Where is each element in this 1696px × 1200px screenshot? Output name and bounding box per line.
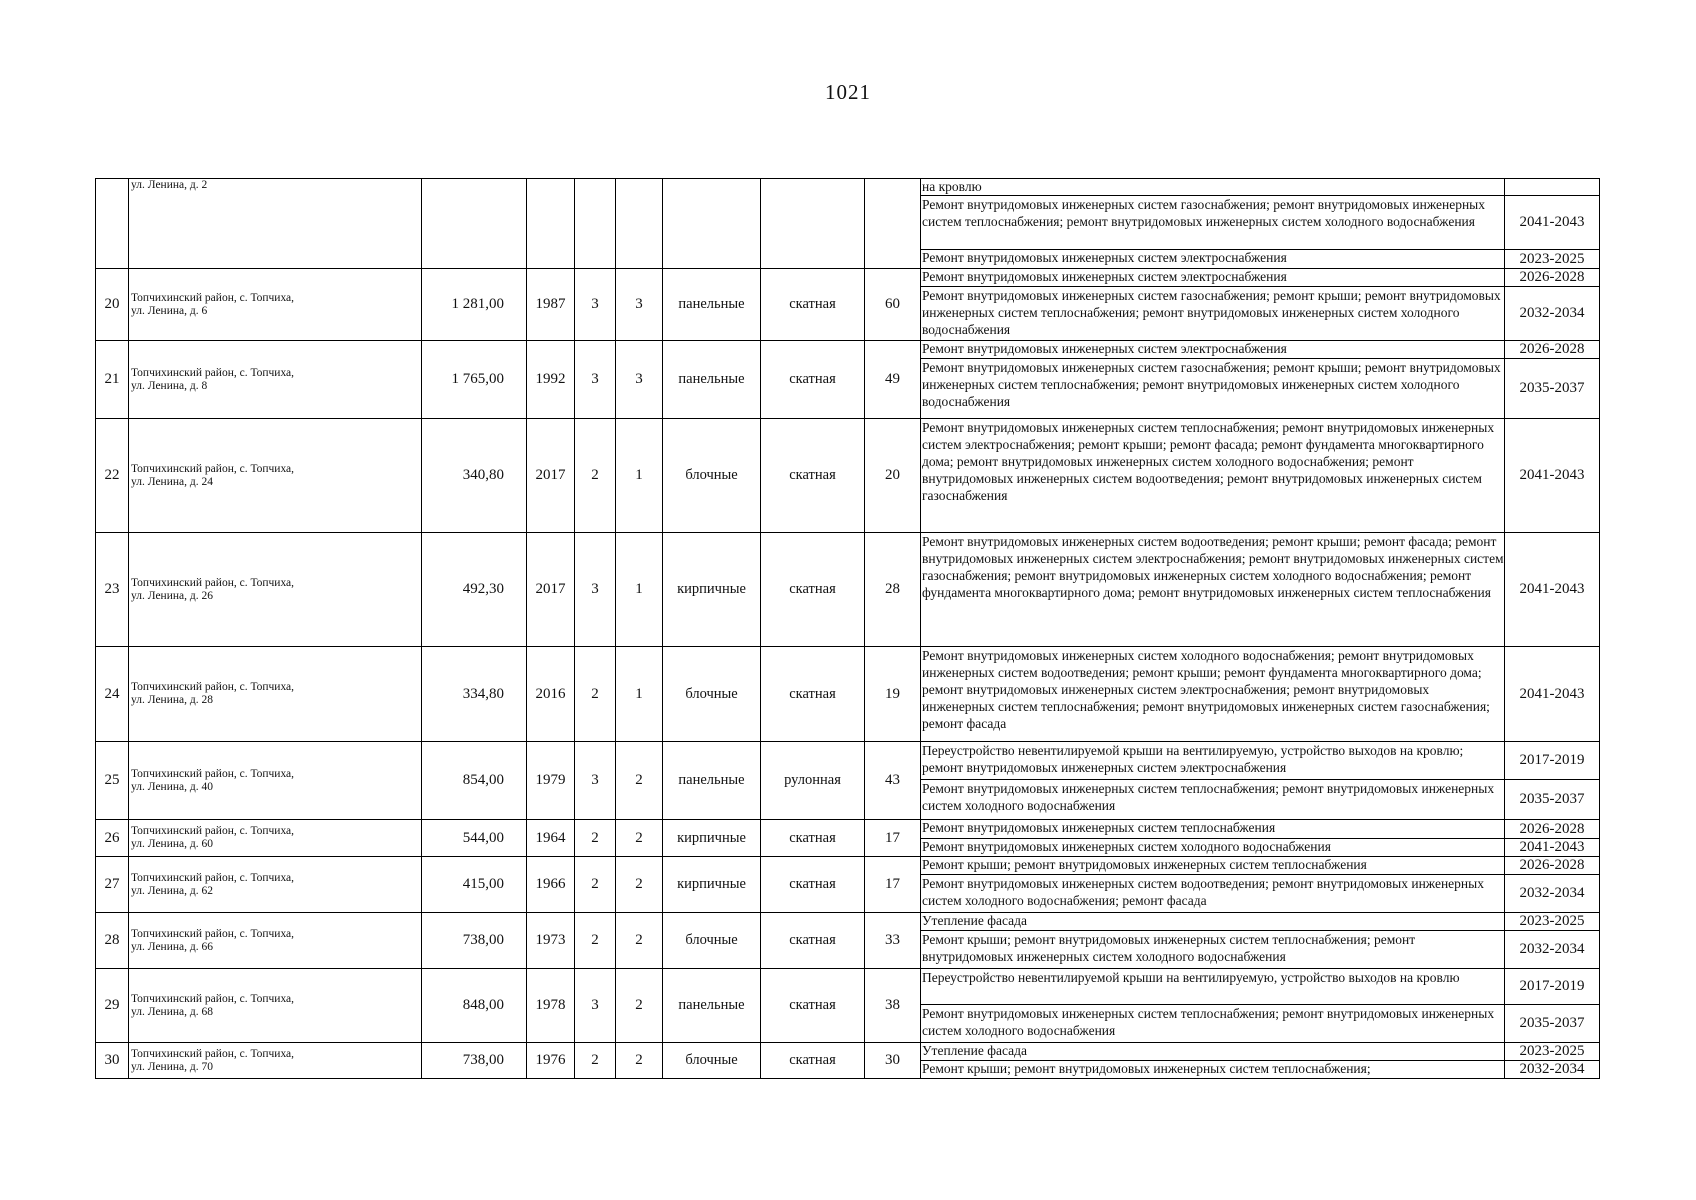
area-cell: 1 281,00 <box>422 269 527 341</box>
wall-material-cell: блочные <box>663 1043 761 1079</box>
residents-count-cell: 33 <box>865 913 921 969</box>
roof-type-cell: скатная <box>761 341 865 419</box>
floors-cell: 2 <box>575 1043 616 1079</box>
area-cell: 1 765,00 <box>422 341 527 419</box>
floors-cell: 3 <box>575 533 616 647</box>
row-number-cell: 23 <box>96 533 129 647</box>
floors-cell: 2 <box>575 913 616 969</box>
address-cell <box>129 820 422 857</box>
address-line: ул. Ленина, д. 2 <box>131 179 208 191</box>
wall-material-cell: блочные <box>663 419 761 533</box>
repair-works-cell: Ремонт внутридомовых инженерных систем холодного водоснабжения <box>921 839 1505 857</box>
roof-type-cell: скатная <box>761 419 865 533</box>
address-line: ул. Ленина, д. 60 <box>131 838 213 850</box>
repair-works-cell: Ремонт внутридомовых инженерных систем газоснабжения; ремонт крыши; ремонт внутридомовых инженерных систем теплоснабжения; ремонт внутридомовых инженерных систем холодного водоснабжения <box>921 359 1505 419</box>
area-cell: 340,80 <box>422 419 527 533</box>
wall-material-cell: кирпичные <box>663 820 761 857</box>
repair-period-cell: 2026-2028 <box>1505 269 1600 287</box>
floors-cell: 2 <box>575 419 616 533</box>
table-row <box>96 341 1600 359</box>
address-line: ул. Ленина, д. 6 <box>131 304 208 317</box>
repair-works-cell: Ремонт внутридомовых инженерных систем теплоснабжения; ремонт внутридомовых инженерных систем холодного водоснабжения <box>921 1005 1505 1043</box>
wall-material-cell: блочные <box>663 647 761 742</box>
floors-cell: 3 <box>575 269 616 341</box>
repair-works-cell: Ремонт внутридомовых инженерных систем электроснабжения <box>921 269 1505 287</box>
area-cell: 738,00 <box>422 913 527 969</box>
repair-works-cell: Ремонт внутридомовых инженерных систем газоснабжения; ремонт внутридомовых инженерных систем теплоснабжения; ремонт внутридомовых инженерных систем холодного водоснабжения <box>921 196 1505 250</box>
roof-type-cell: скатная <box>761 533 865 647</box>
year-cell: 1966 <box>527 857 575 913</box>
housing-repair-register-table <box>95 178 1600 1079</box>
repair-works-cell: Ремонт внутридомовых инженерных систем водоотведения; ремонт внутридомовых инженерных систем холодного водоснабжения; ремонт фасада <box>921 875 1505 913</box>
residents-count-cell: 49 <box>865 341 921 419</box>
address-line: Топчихинский район, с. Топчиха, <box>131 681 295 693</box>
address-line: Топчихинский район, с. Топчиха, <box>131 871 295 884</box>
repair-period-cell: 2026-2028 <box>1505 820 1600 839</box>
repair-period-cell: 2041-2043 <box>1505 533 1600 647</box>
table-row <box>96 857 1600 875</box>
area-cell: 544,00 <box>422 820 527 857</box>
repair-period-cell: 2035-2037 <box>1505 780 1600 820</box>
register-body <box>96 179 1600 1079</box>
repair-works-cell: Ремонт внутридомовых инженерных систем теплоснабжения; ремонт внутридомовых инженерных систем электроснабжения; ремонт крыши; ремонт фасада; ремонт фундамента многоквартирного дома; ремонт внутридомовых инженерных систем холодного водоснабжения; ремонт внутридомовых инженерных систем водоотведения; ремонт внутридомовых инженерных систем газоснабжения <box>921 419 1505 533</box>
repair-period-cell <box>1505 179 1600 196</box>
area-cell: 738,00 <box>422 1043 527 1079</box>
repair-works-cell: Утепление фасада <box>921 913 1505 931</box>
row-number-cell: 27 <box>96 857 129 913</box>
residents-count-cell: 28 <box>865 533 921 647</box>
repair-works-cell: Ремонт внутридомовых инженерных систем холодного водоснабжения; ремонт внутридомовых инженерных систем водоотведения; ремонт крыши; ремонт фундамента многоквартирного дома; ремонт внутридомовых инженерных систем электроснабжения; ремонт внутридомовых инженерных систем теплоснабжения; ремонт внутридомовых инженерных систем газоснабжения; ремонт фасада <box>921 647 1505 742</box>
area-cell: 492,30 <box>422 533 527 647</box>
repair-period-cell: 2041-2043 <box>1505 419 1600 533</box>
address-cell <box>129 647 422 742</box>
wall-material-cell: панельные <box>663 341 761 419</box>
repair-period-cell: 2032-2034 <box>1505 931 1600 969</box>
repair-works-cell: Ремонт внутридомовых инженерных систем теплоснабжения; ремонт внутридомовых инженерных систем холодного водоснабжения <box>921 780 1505 820</box>
address-line: ул. Ленина, д. 24 <box>131 475 213 488</box>
repair-period-cell: 2035-2037 <box>1505 359 1600 419</box>
address-cell <box>129 913 422 969</box>
table-row <box>96 742 1600 780</box>
address-cell <box>129 742 422 820</box>
repair-works-cell: Утепление фасада <box>921 1043 1505 1061</box>
floors-cell: 3 <box>575 969 616 1043</box>
entrances-cell: 1 <box>616 533 663 647</box>
address-line: Топчихинский район, с. Топчиха, <box>131 366 295 379</box>
roof-type-cell: рулонная <box>761 742 865 820</box>
address-line: ул. Ленина, д. 70 <box>131 1060 213 1073</box>
row-number-cell: 22 <box>96 419 129 533</box>
year-cell <box>527 179 575 269</box>
row-number-cell: 25 <box>96 742 129 820</box>
roof-type-cell: скатная <box>761 647 865 742</box>
residents-count-cell: 20 <box>865 419 921 533</box>
address-line: ул. Ленина, д. 66 <box>131 940 213 953</box>
table-row <box>96 179 1600 196</box>
roof-type-cell: скатная <box>761 969 865 1043</box>
wall-material-cell: панельные <box>663 742 761 820</box>
roof-type-cell: скатная <box>761 269 865 341</box>
repair-works-cell: Ремонт крыши; ремонт внутридомовых инженерных систем теплоснабжения <box>921 857 1505 875</box>
entrances-cell: 2 <box>616 969 663 1043</box>
entrances-cell: 2 <box>616 913 663 969</box>
entrances-cell: 1 <box>616 647 663 742</box>
address-cell <box>129 341 422 419</box>
year-cell: 2017 <box>527 419 575 533</box>
area-cell: 848,00 <box>422 969 527 1043</box>
row-number-cell: 24 <box>96 647 129 742</box>
address-line: Топчихинский район, с. Топчиха, <box>131 927 295 940</box>
row-number-cell: 29 <box>96 969 129 1043</box>
address-line: Топчихинский район, с. Топчиха, <box>131 992 295 1005</box>
row-number-cell: 21 <box>96 341 129 419</box>
table-row <box>96 647 1600 742</box>
repair-period-cell: 2023-2025 <box>1505 1043 1600 1061</box>
residents-count-cell <box>865 179 921 269</box>
entrances-cell: 2 <box>616 1043 663 1079</box>
address-line: Топчихинский район, с. Топчиха, <box>131 291 295 304</box>
address-line: Топчихинский район, с. Топчиха, <box>131 576 295 589</box>
row-number-cell: 26 <box>96 820 129 857</box>
year-cell: 1987 <box>527 269 575 341</box>
address-line: ул. Ленина, д. 62 <box>131 884 213 897</box>
address-cell <box>129 969 422 1043</box>
repair-works-cell: Переустройство невентилируемой крыши на вентилируемую, устройство выходов на кровлю <box>921 969 1505 1005</box>
floors-cell <box>575 179 616 269</box>
address-cell <box>129 269 422 341</box>
wall-material-cell <box>663 179 761 269</box>
residents-count-cell: 38 <box>865 969 921 1043</box>
table-row <box>96 969 1600 1005</box>
floors-cell: 3 <box>575 742 616 820</box>
repair-works-cell: Ремонт внутридомовых инженерных систем газоснабжения; ремонт крыши; ремонт внутридомовых инженерных систем теплоснабжения; ремонт внутридомовых инженерных систем холодного водоснабжения <box>921 287 1505 341</box>
repair-works-cell: Ремонт крыши; ремонт внутридомовых инженерных систем теплоснабжения; ремонт внутридомовых инженерных систем холодного водоснабжения <box>921 931 1505 969</box>
repair-works-cell: на кровлю <box>921 179 1505 196</box>
residents-count-cell: 60 <box>865 269 921 341</box>
repair-period-cell: 2017-2019 <box>1505 969 1600 1005</box>
entrances-cell: 2 <box>616 742 663 820</box>
floors-cell: 2 <box>575 820 616 857</box>
year-cell: 1992 <box>527 341 575 419</box>
repair-works-cell: Ремонт внутридомовых инженерных систем теплоснабжения <box>921 820 1505 839</box>
year-cell: 1973 <box>527 913 575 969</box>
wall-material-cell: панельные <box>663 269 761 341</box>
year-cell: 1964 <box>527 820 575 857</box>
year-cell: 2017 <box>527 533 575 647</box>
address-line: Топчихинский район, с. Топчиха, <box>131 462 295 475</box>
address-line: ул. Ленина, д. 8 <box>131 379 208 392</box>
address-line: Топчихинский район, с. Топчиха, <box>131 825 295 837</box>
address-line: Топчихинский район, с. Топчиха, <box>131 1047 295 1060</box>
roof-type-cell: скатная <box>761 913 865 969</box>
residents-count-cell: 17 <box>865 820 921 857</box>
row-number-cell: 30 <box>96 1043 129 1079</box>
area-cell: 415,00 <box>422 857 527 913</box>
roof-type-cell: скатная <box>761 820 865 857</box>
address-line: Топчихинский район, с. Топчиха, <box>131 767 295 780</box>
floors-cell: 2 <box>575 647 616 742</box>
repair-period-cell: 2035-2037 <box>1505 1005 1600 1043</box>
page-number: 1021 <box>825 80 871 104</box>
row-number-cell <box>96 179 129 269</box>
repair-works-cell: Ремонт внутридомовых инженерных систем электроснабжения <box>921 250 1505 269</box>
entrances-cell: 2 <box>616 857 663 913</box>
table-row <box>96 533 1600 647</box>
repair-period-cell: 2032-2034 <box>1505 287 1600 341</box>
repair-period-cell: 2032-2034 <box>1505 1061 1600 1079</box>
residents-count-cell: 19 <box>865 647 921 742</box>
table-row <box>96 419 1600 533</box>
roof-type-cell: скатная <box>761 857 865 913</box>
address-line: ул. Ленина, д. 40 <box>131 780 213 793</box>
floors-cell: 2 <box>575 857 616 913</box>
repair-works-cell: Ремонт внутридомовых инженерных систем электроснабжения <box>921 341 1505 359</box>
wall-material-cell: блочные <box>663 913 761 969</box>
repair-period-cell: 2026-2028 <box>1505 857 1600 875</box>
address-line: ул. Ленина, д. 28 <box>131 694 213 706</box>
repair-works-cell: Ремонт внутридомовых инженерных систем водоотведения; ремонт крыши; ремонт фасада; ремонт внутридомовых инженерных систем электроснабжения; ремонт внутридомовых инженерных систем газоснабжения; ремонт внутридомовых инженерных систем холодного водоснабжения; ремонт фундамента многоквартирного дома; ремонт внутридомовых инженерных систем теплоснабжения <box>921 533 1505 647</box>
repair-works-cell: Ремонт крыши; ремонт внутридомовых инженерных систем теплоснабжения; <box>921 1061 1505 1079</box>
repair-period-cell: 2032-2034 <box>1505 875 1600 913</box>
repair-period-cell: 2023-2025 <box>1505 913 1600 931</box>
area-cell <box>422 179 527 269</box>
wall-material-cell: панельные <box>663 969 761 1043</box>
address-line: ул. Ленина, д. 68 <box>131 1005 213 1018</box>
address-cell <box>129 857 422 913</box>
repair-period-cell: 2023-2025 <box>1505 250 1600 269</box>
row-number-cell: 28 <box>96 913 129 969</box>
repair-period-cell: 2026-2028 <box>1505 341 1600 359</box>
row-number-cell: 20 <box>96 269 129 341</box>
address-cell <box>129 533 422 647</box>
repair-period-cell: 2017-2019 <box>1505 742 1600 780</box>
repair-works-cell: Переустройство невентилируемой крыши на вентилируемую, устройство выходов на кровлю; ремонт внутридомовых инженерных систем электроснабжения <box>921 742 1505 780</box>
year-cell: 2016 <box>527 647 575 742</box>
table-row <box>96 913 1600 931</box>
residents-count-cell: 30 <box>865 1043 921 1079</box>
residents-count-cell: 17 <box>865 857 921 913</box>
repair-period-cell: 2041-2043 <box>1505 196 1600 250</box>
table-row <box>96 1043 1600 1061</box>
entrances-cell: 3 <box>616 341 663 419</box>
address-line: ул. Ленина, д. 26 <box>131 589 213 602</box>
year-cell: 1978 <box>527 969 575 1043</box>
table-row <box>96 820 1600 839</box>
roof-type-cell: скатная <box>761 1043 865 1079</box>
entrances-cell: 2 <box>616 820 663 857</box>
address-cell <box>129 419 422 533</box>
residents-count-cell: 43 <box>865 742 921 820</box>
address-cell <box>129 179 422 269</box>
wall-material-cell: кирпичные <box>663 533 761 647</box>
year-cell: 1976 <box>527 1043 575 1079</box>
wall-material-cell: кирпичные <box>663 857 761 913</box>
entrances-cell: 1 <box>616 419 663 533</box>
area-cell: 854,00 <box>422 742 527 820</box>
roof-type-cell <box>761 179 865 269</box>
floors-cell: 3 <box>575 341 616 419</box>
entrances-cell <box>616 179 663 269</box>
table-row <box>96 269 1600 287</box>
area-cell: 334,80 <box>422 647 527 742</box>
repair-period-cell: 2041-2043 <box>1505 647 1600 742</box>
year-cell: 1979 <box>527 742 575 820</box>
address-cell <box>129 1043 422 1079</box>
entrances-cell: 3 <box>616 269 663 341</box>
repair-period-cell: 2041-2043 <box>1505 839 1600 857</box>
